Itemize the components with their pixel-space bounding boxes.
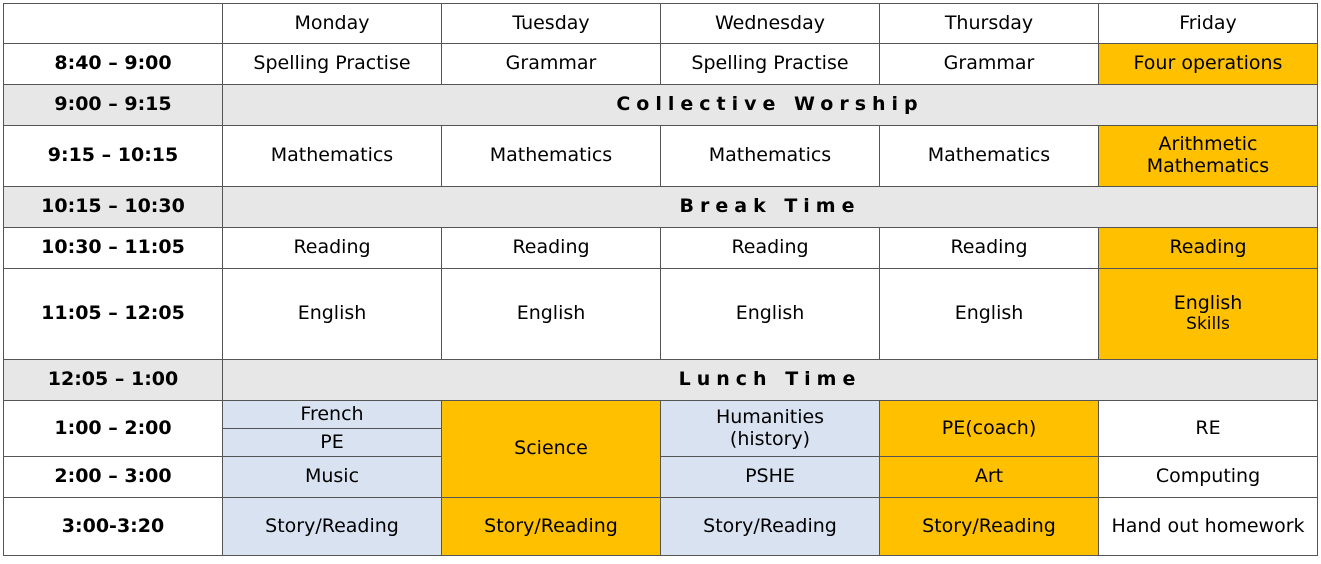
cell-line: Humanities: [715, 405, 825, 428]
time-label: 10:15 – 10:30: [4, 187, 223, 228]
row-0915: [4, 126, 1318, 187]
cell-monday: Mathematics: [223, 126, 442, 187]
time-label: 10:30 – 11:05: [4, 228, 223, 269]
cell-tuesday: Story/Reading: [442, 498, 661, 556]
row-1205: [4, 360, 1318, 401]
cell-thursday: Reading: [880, 228, 1099, 269]
header-row: [4, 4, 1318, 44]
day-header-thursday: Thursday: [880, 4, 1099, 44]
cell-subline: Skills: [1186, 314, 1230, 335]
cell-friday: [1099, 269, 1318, 360]
day-header-monday: Monday: [223, 4, 442, 44]
time-label: 11:05 – 12:05: [4, 269, 223, 360]
time-label: 9:00 – 9:15: [4, 85, 223, 126]
cell-monday: English: [223, 269, 442, 360]
cell-thursday: PE(coach): [880, 401, 1099, 457]
cell-thursday: Mathematics: [880, 126, 1099, 187]
cell-thursday: Art: [880, 457, 1099, 498]
cell-friday: Hand out homework: [1099, 498, 1318, 556]
row-0900: [4, 85, 1318, 126]
cell-friday: Computing: [1099, 457, 1318, 498]
cell-line: (history): [729, 427, 811, 450]
break-time-banner: Break Time: [223, 187, 1318, 228]
corner-cell: [4, 4, 223, 44]
row-1030: [4, 228, 1318, 269]
cell-wednesday: English: [661, 269, 880, 360]
time-label: 9:15 – 10:15: [4, 126, 223, 187]
cell-line: English: [1173, 292, 1243, 315]
cell-monday: Reading: [223, 228, 442, 269]
cell-monday: Story/Reading: [223, 498, 442, 556]
cell-tuesday: Grammar: [442, 44, 661, 85]
cell-thursday: English: [880, 269, 1099, 360]
row-1015: [4, 187, 1318, 228]
collective-worship-banner: Collective Worship: [223, 85, 1318, 126]
cell-wednesday: PSHE: [661, 457, 880, 498]
cell-line: Mathematics: [1146, 155, 1270, 177]
cell-tuesday-science: Science: [442, 401, 661, 498]
cell-monday: Spelling Practise: [223, 44, 442, 85]
day-header-tuesday: Tuesday: [442, 4, 661, 44]
cell-wednesday: [661, 401, 880, 457]
lunch-time-banner: Lunch Time: [223, 360, 1318, 401]
cell-friday: [1099, 126, 1318, 187]
cell-friday: RE: [1099, 401, 1318, 457]
cell-friday: Reading: [1099, 228, 1318, 269]
time-label: 8:40 – 9:00: [4, 44, 223, 85]
cell-thursday: Story/Reading: [880, 498, 1099, 556]
cell-wednesday: Reading: [661, 228, 880, 269]
cell-tuesday: Reading: [442, 228, 661, 269]
cell-friday: Four operations: [1099, 44, 1318, 85]
cell-thursday: Grammar: [880, 44, 1099, 85]
cell-wednesday: Spelling Practise: [661, 44, 880, 85]
time-label: 3:00-3:20: [4, 498, 223, 556]
time-label: 2:00 – 3:00: [4, 457, 223, 498]
cell-line: Arithmetic: [1158, 133, 1258, 156]
cell-monday-pe: PE: [223, 429, 442, 457]
cell-tuesday: English: [442, 269, 661, 360]
timetable: [3, 3, 1318, 556]
row-1105: [4, 269, 1318, 360]
row-0200: [4, 457, 1318, 498]
cell-wednesday: Mathematics: [661, 126, 880, 187]
cell-monday: Music: [223, 457, 442, 498]
time-label: 12:05 – 1:00: [4, 360, 223, 401]
day-header-friday: Friday: [1099, 4, 1318, 44]
row-0300: [4, 498, 1318, 556]
row-0100-a: [4, 401, 1318, 429]
row-0840: [4, 44, 1318, 85]
cell-wednesday: Story/Reading: [661, 498, 880, 556]
cell-tuesday: Mathematics: [442, 126, 661, 187]
day-header-wednesday: Wednesday: [661, 4, 880, 44]
time-label: 1:00 – 2:00: [4, 401, 223, 457]
cell-monday-french: French: [223, 401, 442, 429]
